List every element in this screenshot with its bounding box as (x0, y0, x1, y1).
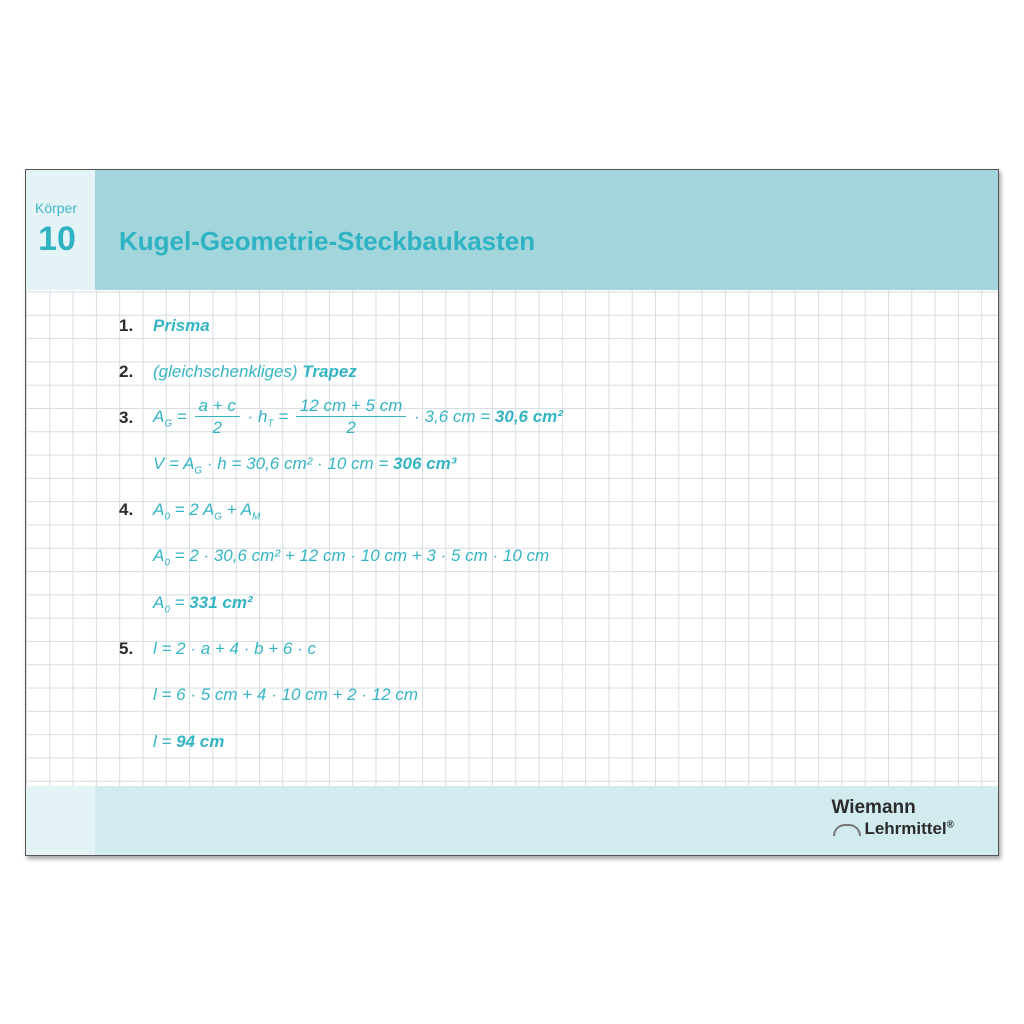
book-icon (833, 824, 861, 836)
solutions-list (26, 170, 998, 855)
card-number: 10 (38, 220, 76, 258)
formula: l = 94 cm (153, 732, 225, 751)
item-number: 1. (119, 316, 134, 335)
category-label: Körper (34, 200, 78, 216)
solution-card (25, 169, 999, 856)
formula: $V = A_G \cdot h = 30,6$ cm² · 10 cm = 306 cm³ (153, 454, 457, 477)
item-number: 2. (119, 362, 134, 381)
formula: $A_0 = 331$ cm² (153, 593, 253, 616)
formula: $A_0 = 2 \cdot 30,6$ cm² + 12 cm · 10 cm + 3 · 5 cm · 10 cm (153, 546, 550, 569)
fraction: $\frac{12 cm + 5 cm}{2}$ (296, 396, 407, 439)
formula: l = 2 · a + 4 · b + 6 · c (153, 639, 316, 658)
page-title: Kugel-Geometrie-Steckbaukasten (119, 226, 536, 256)
item-number: 3. (119, 408, 134, 427)
answer-text: (gleichschenkliges) Trapez (153, 362, 357, 381)
publisher-logo: Wiemann Lehrmittel® (831, 797, 954, 838)
item-number: 5. (119, 639, 134, 658)
formula: $A_0 = 2$ $A_G + A_M$ (153, 500, 261, 523)
item-number: 4. (119, 500, 134, 519)
fraction: $\frac{a + c}{2}$ (195, 396, 240, 439)
formula: l = 6 · 5 cm + 4 · 10 cm + 2 · 12 cm (153, 685, 419, 704)
answer-text: Prisma (153, 316, 210, 335)
formula: $A_G$ = $\frac{a + c}{2}$ · $h_T$ = $\frac{12 cm + 5 cm}{2}$ · 3,6 cm = 30,6 cm² (153, 396, 563, 437)
footer-band (95, 786, 998, 855)
footer-side-panel (26, 786, 95, 855)
